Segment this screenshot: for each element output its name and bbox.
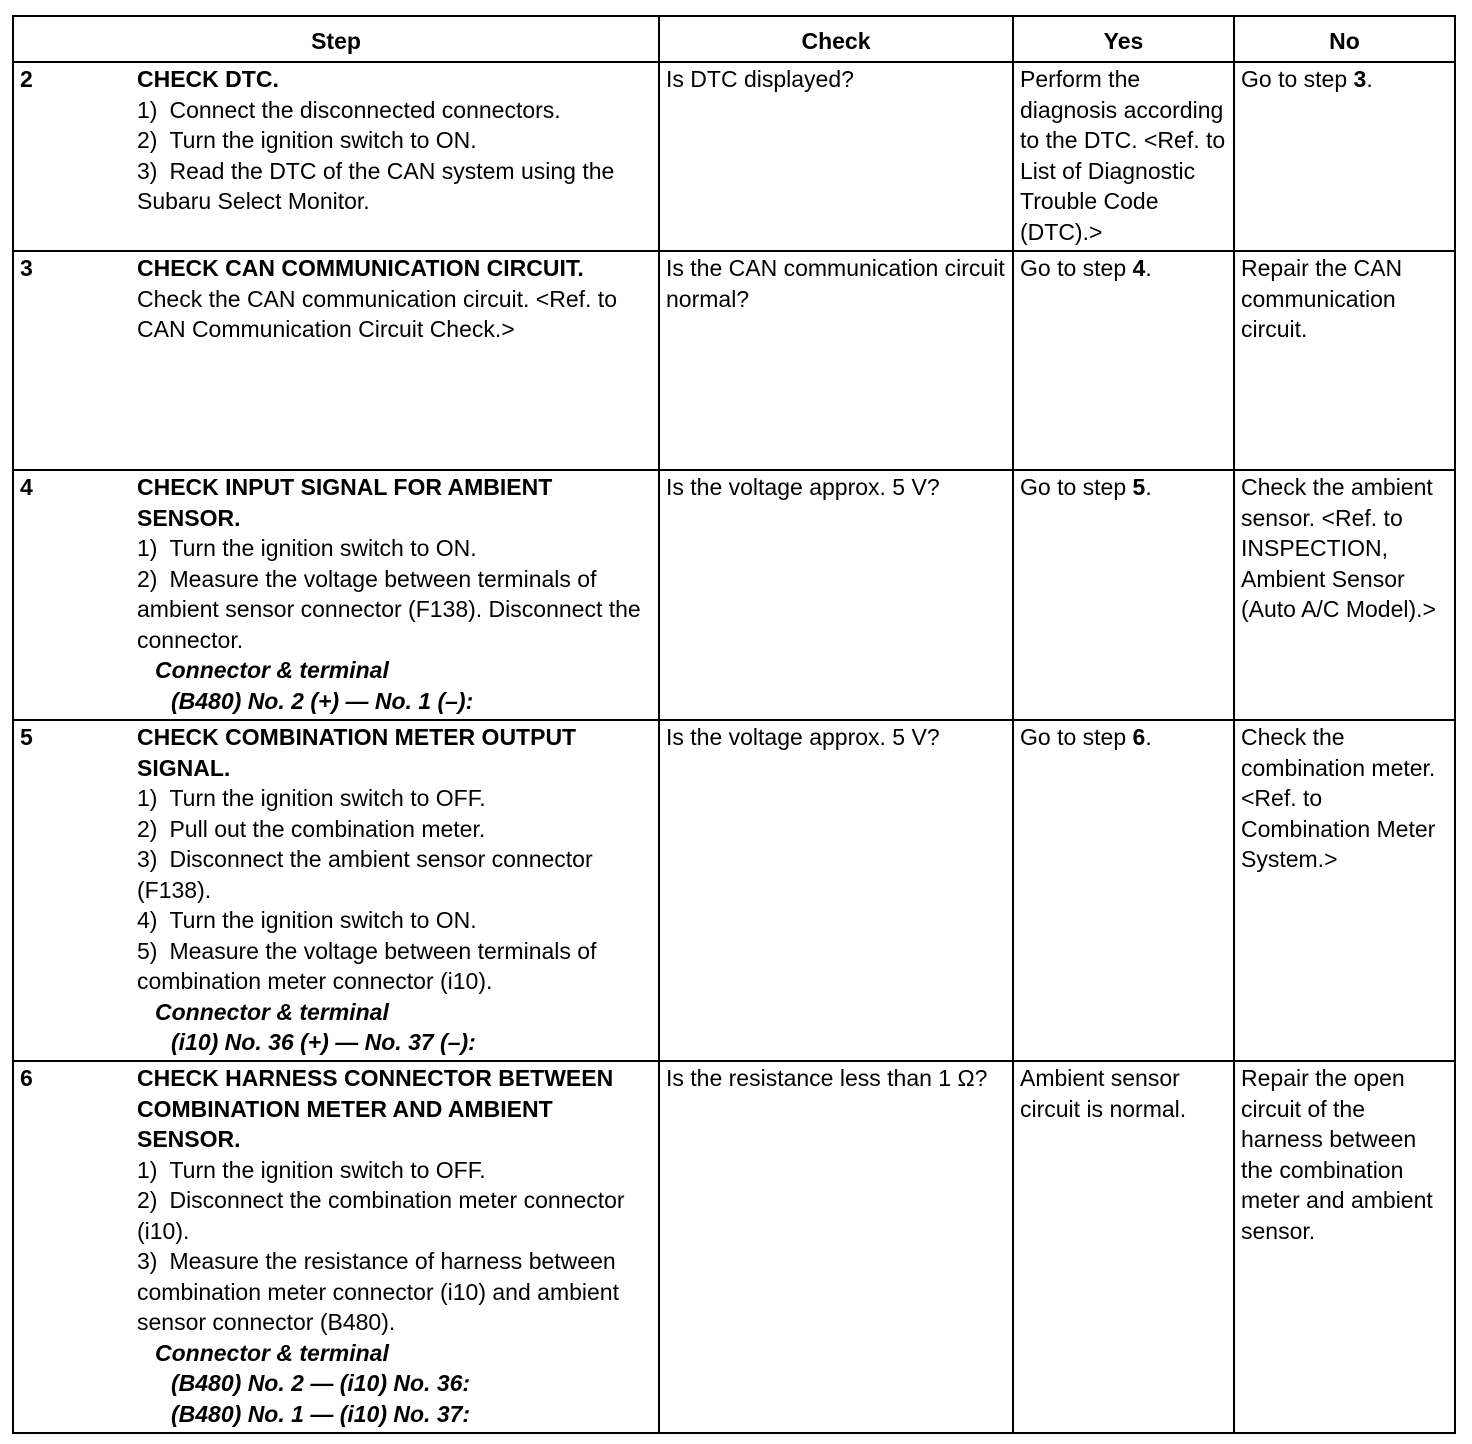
step-instruction: Check the CAN communication circuit. <Ref. to CAN Communication Circuit Check.> bbox=[137, 285, 617, 342]
step-cell bbox=[137, 470, 659, 720]
step-instruction: 2) Disconnect the combination meter connector (i10). bbox=[137, 1187, 625, 1244]
step-number: 3 bbox=[13, 251, 137, 470]
header-no: No bbox=[1234, 16, 1455, 62]
check-cell: Is the resistance less than 1 Ω? bbox=[659, 1061, 1013, 1433]
no-cell: Go to step 3. bbox=[1234, 62, 1455, 251]
terminal-heading: Connector & terminal bbox=[155, 657, 389, 683]
no-cell: Repair the CAN communication circuit. bbox=[1234, 251, 1455, 470]
yes-cell: Go to step 6. bbox=[1013, 720, 1234, 1061]
yes-cell: Perform the diagnosis according to the DTC. <Ref. to List of Diagnostic Trouble Code (DTC).> bbox=[1013, 62, 1234, 251]
table-row bbox=[13, 62, 1455, 251]
terminal-spec: (i10) No. 36 (+) — No. 37 (–): bbox=[171, 1029, 476, 1055]
step-instruction: 1) Turn the ignition switch to ON. bbox=[137, 535, 477, 561]
step-instruction: 1) Connect the disconnected connectors. bbox=[137, 96, 561, 123]
no-cell: Repair the open circuit of the harness between the combination meter and ambient sensor. bbox=[1234, 1061, 1455, 1433]
yes-step-ref: 6 bbox=[1132, 724, 1146, 750]
check-cell: Is the CAN communication circuit normal? bbox=[659, 251, 1013, 470]
no-cell: Check the ambient sensor. <Ref. to INSPECTION, Ambient Sensor (Auto A/C Model).> bbox=[1234, 470, 1455, 720]
step-title: CHECK CAN COMMUNICATION CIRCUIT. bbox=[137, 255, 584, 281]
terminal-heading: Connector & terminal bbox=[155, 998, 389, 1025]
terminal-heading: Connector & terminal bbox=[155, 1339, 389, 1366]
header-step: Step bbox=[13, 16, 659, 62]
terminal-spec: (B480) No. 2 — (i10) No. 36: bbox=[171, 1370, 471, 1396]
step-instruction: 4) Turn the ignition switch to ON. bbox=[137, 907, 477, 933]
step-instruction: 3) Disconnect the ambient sensor connector (F138). bbox=[137, 846, 593, 903]
header-yes: Yes bbox=[1013, 16, 1234, 62]
terminal-spec: (B480) No. 1 — (i10) No. 37: bbox=[171, 1400, 471, 1427]
step-number: 2 bbox=[13, 62, 137, 251]
yes-step-ref: 5 bbox=[1132, 474, 1146, 500]
step-cell bbox=[137, 1061, 659, 1433]
step-cell bbox=[137, 251, 659, 470]
yes-cell: Go to step 4. bbox=[1013, 251, 1234, 470]
table-row bbox=[13, 470, 1455, 720]
step-cell bbox=[137, 62, 659, 251]
step-title: CHECK INPUT SIGNAL FOR AMBIENT SENSOR. bbox=[137, 474, 553, 531]
step-instruction: 2) Pull out the combination meter. bbox=[137, 815, 486, 842]
step-title: CHECK DTC. bbox=[137, 66, 279, 92]
step-cell bbox=[137, 720, 659, 1061]
no-step-ref: 3 bbox=[1353, 66, 1367, 92]
step-title: CHECK COMBINATION METER OUTPUT SIGNAL. bbox=[137, 724, 577, 781]
step-number: 5 bbox=[13, 720, 137, 1061]
step-instruction: 5) Measure the voltage between terminals of combination meter connector (i10). bbox=[137, 937, 597, 994]
diagnostic-table bbox=[12, 15, 1456, 1434]
check-cell: Is DTC displayed? bbox=[659, 62, 1013, 251]
yes-cell: Go to step 5. bbox=[1013, 470, 1234, 720]
step-instruction: 2) Measure the voltage between terminals of ambient sensor connector (F138). Disconnect the connector. bbox=[137, 565, 641, 653]
table-row bbox=[13, 251, 1455, 470]
header-check: Check bbox=[659, 16, 1013, 62]
yes-cell: Ambient sensor circuit is normal. bbox=[1013, 1061, 1234, 1433]
step-number: 4 bbox=[13, 470, 137, 720]
check-cell: Is the voltage approx. 5 V? bbox=[659, 470, 1013, 720]
yes-step-ref: 4 bbox=[1132, 255, 1146, 281]
step-instruction: 2) Turn the ignition switch to ON. bbox=[137, 127, 477, 153]
header-row bbox=[13, 16, 1455, 62]
step-instruction: 3) Measure the resistance of harness between combination meter connector (i10) and ambient sensor connector (B480). bbox=[137, 1248, 619, 1335]
table-row bbox=[13, 720, 1455, 1061]
check-cell: Is the voltage approx. 5 V? bbox=[659, 720, 1013, 1061]
step-number: 6 bbox=[13, 1061, 137, 1433]
table-row bbox=[13, 1061, 1455, 1433]
no-cell: Check the combination meter. <Ref. to Combination Meter System.> bbox=[1234, 720, 1455, 1061]
step-instruction: 3) Read the DTC of the CAN system using the Subaru Select Monitor. bbox=[137, 157, 615, 214]
step-title: CHECK HARNESS CONNECTOR BETWEEN COMBINATION METER AND AMBIENT SENSOR. bbox=[137, 1065, 614, 1152]
step-instruction: 1) Turn the ignition switch to OFF. bbox=[137, 785, 486, 811]
terminal-spec: (B480) No. 2 (+) — No. 1 (–): bbox=[171, 687, 474, 714]
step-instruction: 1) Turn the ignition switch to OFF. bbox=[137, 1156, 486, 1183]
